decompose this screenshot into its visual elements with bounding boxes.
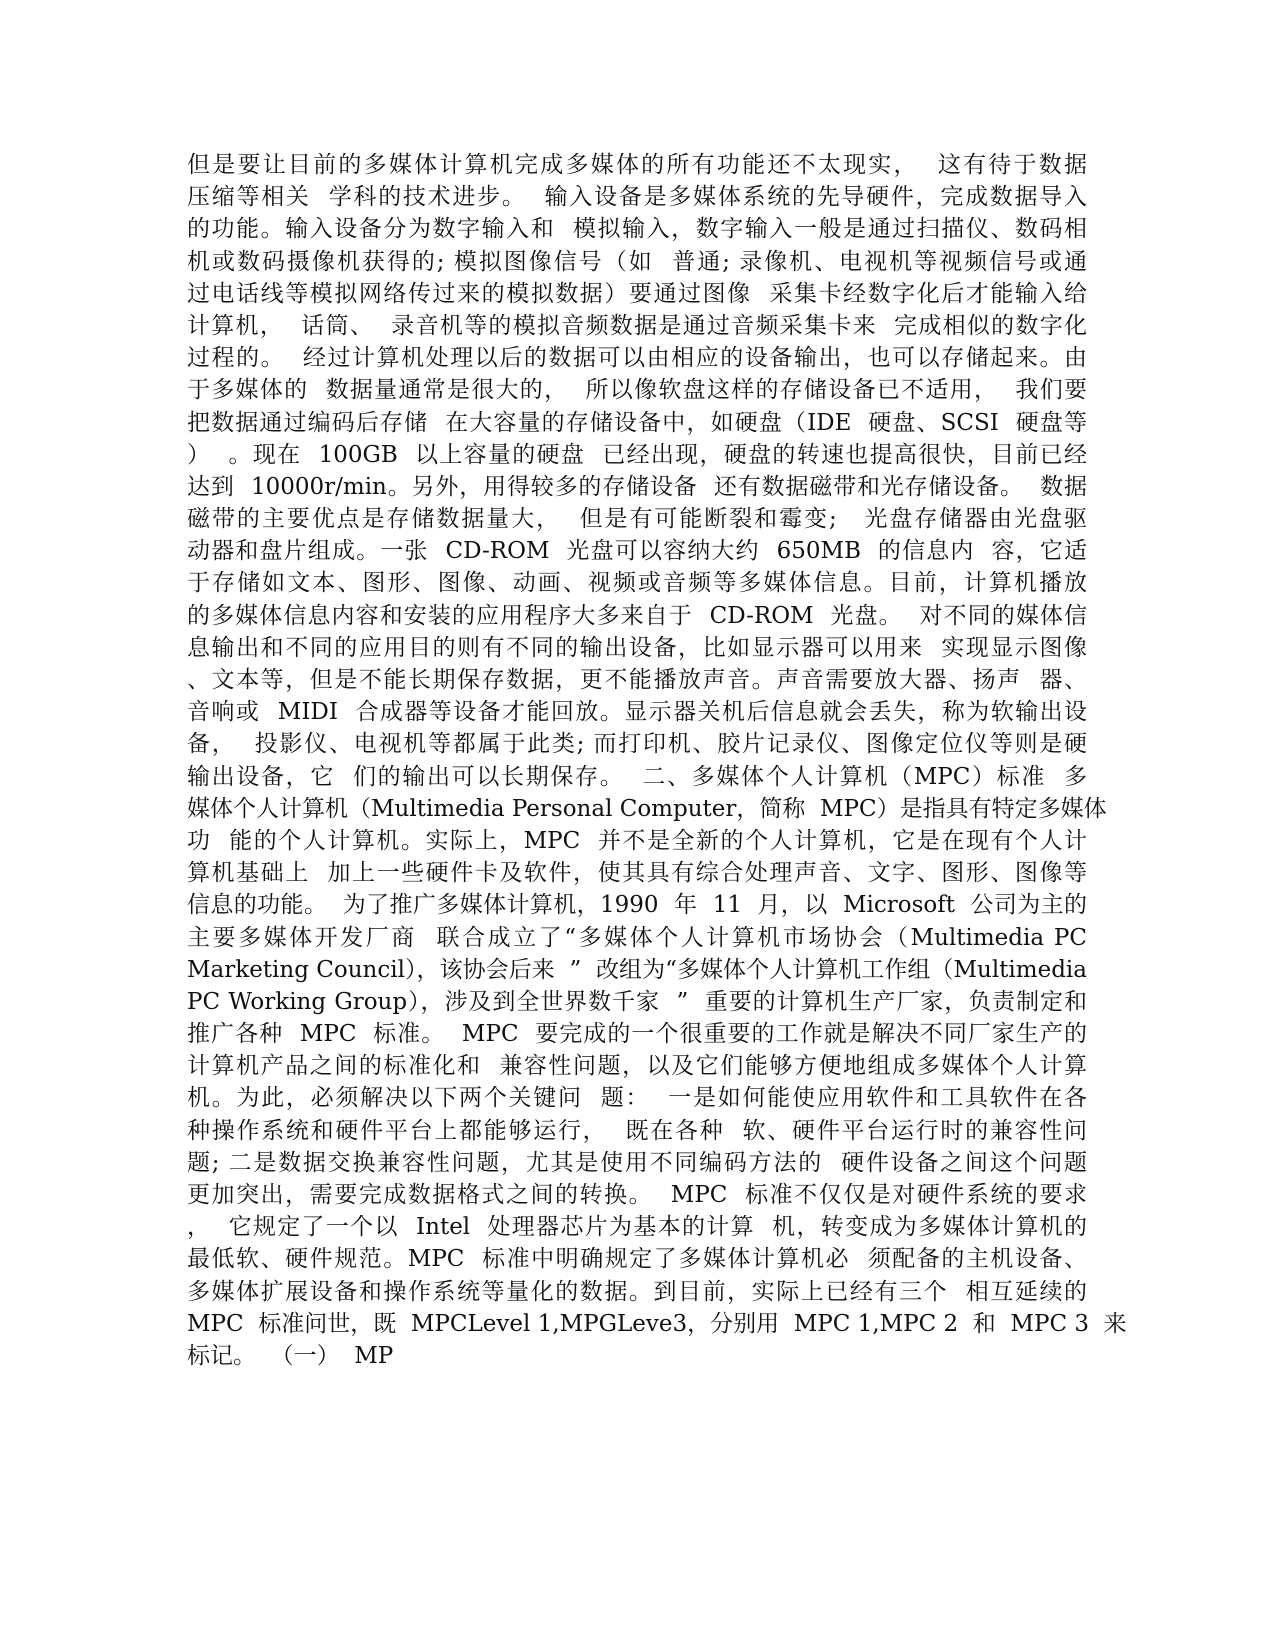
text-line: 过程的。 经过计算机处理以后的数据可以由相应的设备输出，也可以存储起来。由 <box>187 345 1087 372</box>
text-line: 推广各种 MPC 标准。 MPC 要完成的一个很重要的工作就是解决不同厂家生产的 <box>187 1021 1087 1048</box>
text-line: 主要多媒体开发厂商 联合成立了“多媒体个人计算机市场协会（Multimedia PC <box>187 924 1087 951</box>
text-line: ， 它规定了一个以 Intel 处理器芯片为基本的计算 机，转变成为多媒体计算机的 <box>187 1214 1087 1241</box>
text-line: 输出设备，它 们的输出可以长期保存。 二、多媒体个人计算机（MPC）标准 多 <box>187 763 1087 790</box>
text-line: ） 。现在 100GB 以上容量的硬盘 已经出现，硬盘的转速也提高很快，目前已经 <box>187 441 1087 468</box>
text-line: 计算机， 话筒、 录音机等的模拟音频数据是通过音频采集卡来 完成相似的数字化 <box>187 312 1087 339</box>
text-line: 的多媒体信息内容和安装的应用程序大多来自于 CD-ROM 光盘。 对不同的媒体信 <box>187 602 1087 629</box>
text-line: 动器和盘片组成。一张 CD-ROM 光盘可以容纳大约 650MB 的信息内 容，它适 <box>187 538 1087 565</box>
text-line: 媒体个人计算机（Multimedia Personal Computer，简称 MPC）是指具有特定多媒体 <box>187 795 1107 822</box>
text-line: Marketing Council），该协会后来 ” 改组为“多媒体个人计算机工作组（Multimedia <box>187 956 1087 983</box>
text-line: 把数据通过编码后存储 在大容量的存储设备中，如硬盘（IDE 硬盘、SCSI 硬盘等 <box>187 409 1087 436</box>
text-line: 但是要让目前的多媒体计算机完成多媒体的所有功能还不太现实， 这有待于数据 <box>187 152 1087 178</box>
text-line: 机。为此，必须解决以下两个关键问 题： 一是如何能使应用软件和工具软件在各 <box>187 1085 1087 1112</box>
text-line: MPC 标准问世，既 MPCLevel 1,MPGLeve3，分别用 MPC 1,MPC 2 和 MPC 3 来 <box>187 1310 1127 1337</box>
text-line: 过电话线等模拟网络传过来的模拟数据）要通过图像 采集卡经数字化后才能输入给 <box>187 280 1087 307</box>
text-line: 音响或 MIDI 合成器等设备才能回放。显示器关机后信息就会丢失，称为软输出设 <box>187 699 1087 726</box>
text-line: 题; 二是数据交换兼容性问题，尤其是使用不同编码方法的 硬件设备之间这个问题 <box>187 1149 1087 1176</box>
text-line: 达到 10000r/min。另外，用得较多的存储设备 还有数据磁带和光存储设备。 数据 <box>187 473 1087 500</box>
text-line: 功 能的个人计算机。实际上，MPC 并不是全新的个人计算机，它是在现有个人计 <box>187 827 1087 854</box>
text-line: 于多媒体的 数据量通常是很大的， 所以像软盘这样的存储设备已不适用， 我们要 <box>187 377 1087 404</box>
body-text <box>187 149 1127 1372</box>
text-line: 于存储如文本、图形、图像、动画、视频或音频等多媒体信息。目前，计算机播放 <box>187 570 1087 597</box>
text-line: 息输出和不同的应用目的则有不同的输出设备，比如显示器可以用来 实现显示图像 <box>187 634 1087 661</box>
text-line: 压缩等相关 学科的技术进步。 输入设备是多媒体系统的先导硬件，完成数据导入 <box>187 184 1087 211</box>
text-line: 备， 投影仪、电视机等都属于此类; 而打印机、胶片记录仪、图像定位仪等则是硬 <box>187 731 1087 758</box>
text-line: 更加突出，需要完成数据格式之间的转换。 MPC 标准不仅仅是对硬件系统的要求 <box>187 1182 1087 1208</box>
text-line: 的功能。输入设备分为数字输入和 模拟输入，数字输入一般是通过扫描仪、数码相 <box>187 216 1087 243</box>
text-line: 磁带的主要优点是存储数据量大， 但是有可能断裂和霉变; 光盘存储器由光盘驱 <box>187 506 1087 533</box>
text-line: 机或数码摄像机获得的; 模拟图像信号（如 普通; 录像机、电视机等视频信号或通 <box>187 248 1087 275</box>
text-line: 计算机产品之间的标准化和 兼容性问题，以及它们能够方便地组成多媒体个人计算 <box>187 1053 1087 1080</box>
text-line: 最低软、硬件规范。MPC 标准中明确规定了多媒体计算机必 须配备的主机设备、 <box>187 1246 1087 1273</box>
text-line: 、文本等，但是不能长期保存数据，更不能播放声音。声音需要放大器、扬声 器、 <box>187 667 1087 693</box>
text-line: 多媒体扩展设备和操作系统等量化的数据。到目前，实际上已经有三个 相互延续的 <box>187 1278 1087 1305</box>
text-line: 算机基础上 加上一些硬件卡及软件，使其具有综合处理声音、文字、图形、图像等 <box>187 860 1087 887</box>
text-line: 种操作系统和硬件平台上都能够运行， 既在各种 软、硬件平台运行时的兼容性问 <box>187 1117 1087 1144</box>
text-line: 信息的功能。 为了推广多媒体计算机，1990 年 11 月，以 Microsoft 公司为主的 <box>187 892 1087 919</box>
text-line: PC Working Group），涉及到全世界数千家 ” 重要的计算机生产厂家，负责制定和 <box>187 988 1087 1015</box>
text-line: 标记。 （一） MP <box>187 1342 394 1369</box>
